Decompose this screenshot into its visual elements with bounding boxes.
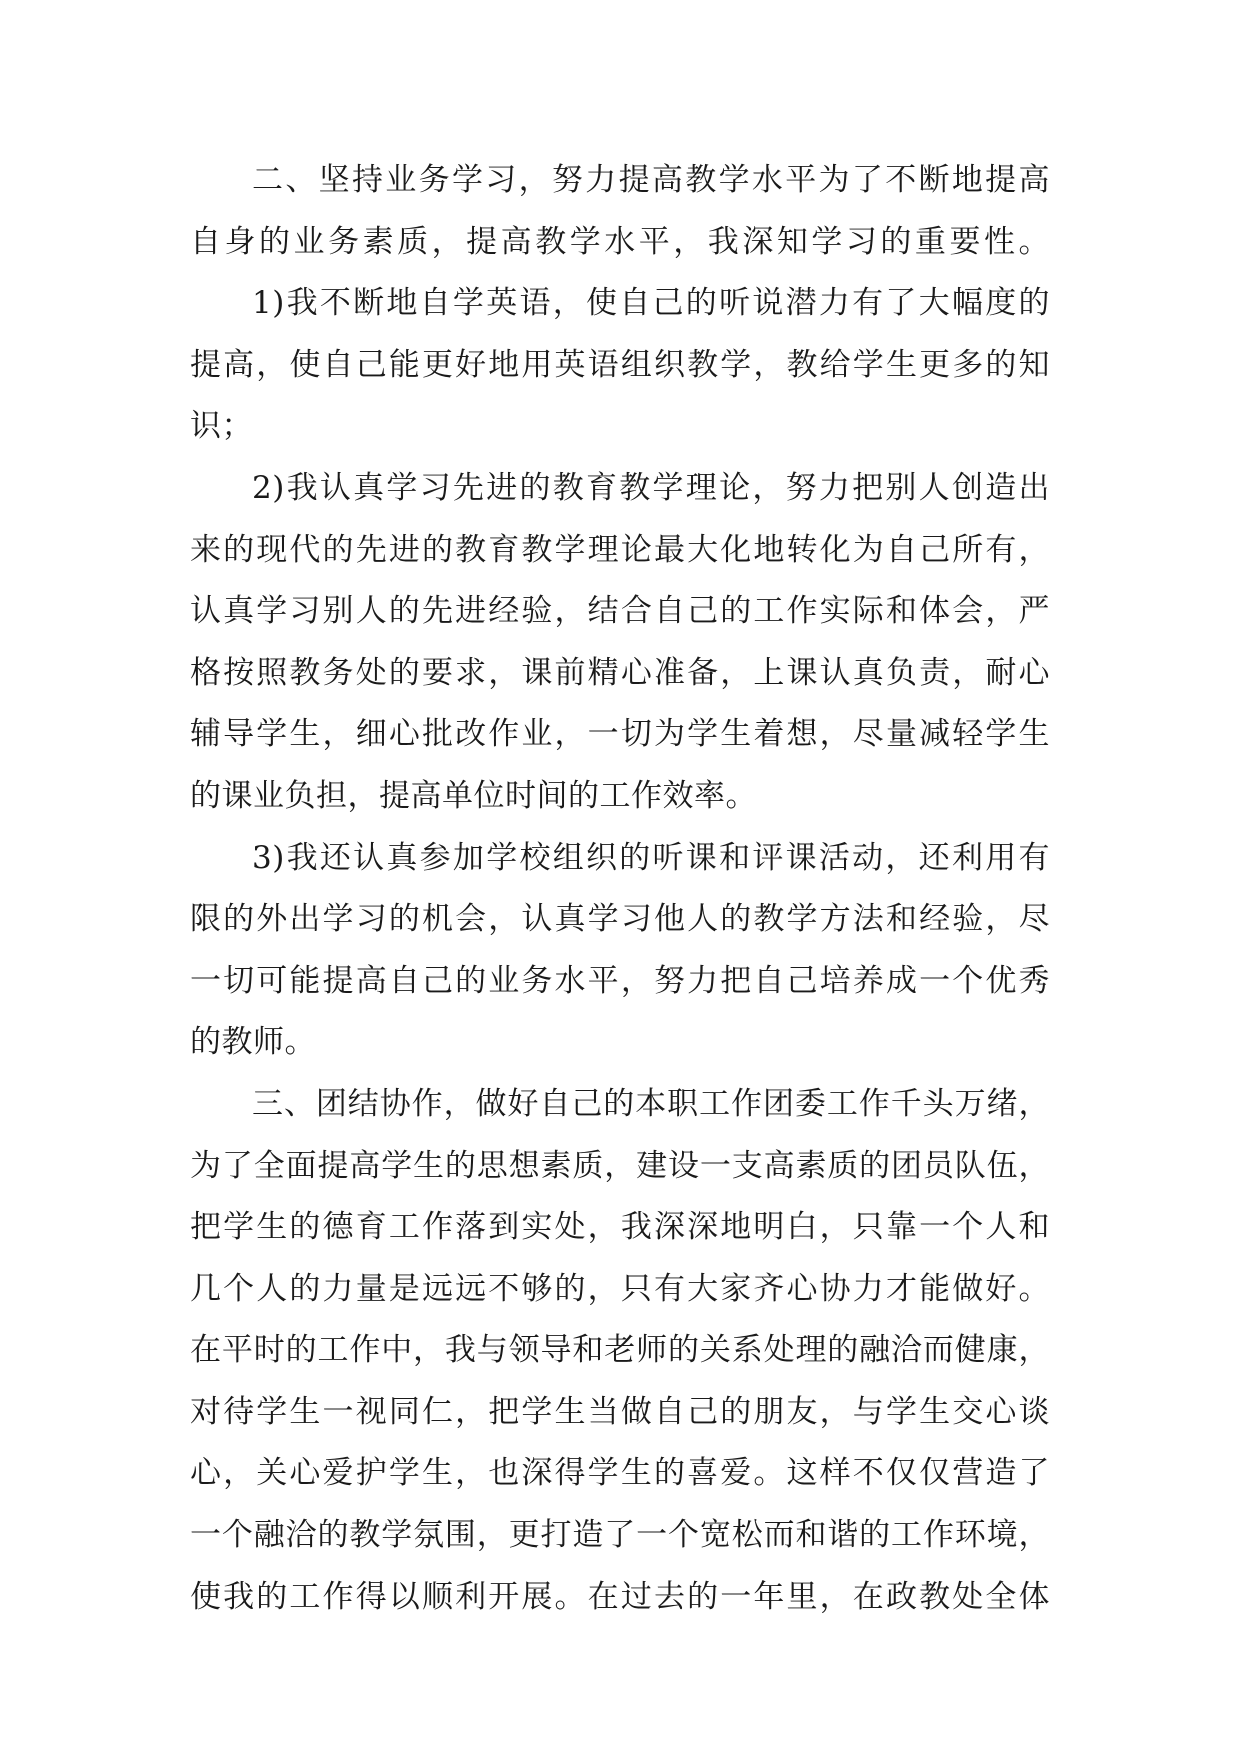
paragraph-line: 格按照教务处的要求，课前精心准备，上课认真负责，耐心: [190, 654, 1050, 691]
paragraph-line: 使我的工作得以顺利开展。在过去的一年里，在政教处全体: [190, 1578, 1050, 1615]
paragraph-line: 把学生的德育工作落到实处，我深深地明白，只靠一个人和: [190, 1209, 1050, 1246]
paragraph-line: 几个人的力量是远远不够的，只有大家齐心协力才能做好。: [190, 1270, 1050, 1307]
paragraph-line: 为了全面提高学生的思想素质，建设一支高素质的团员队伍，: [190, 1147, 1050, 1184]
paragraph-line: 3)我还认真参加学校组织的听课和评课活动，还利用有: [252, 839, 1050, 876]
paragraph-line: 一切可能提高自己的业务水平，努力把自己培养成一个优秀: [190, 962, 1050, 999]
paragraph-line: 来的现代的先进的教育教学理论最大化地转化为自己所有，: [190, 531, 1050, 568]
paragraph-line: 三、团结协作，做好自己的本职工作团委工作千头万绪，: [252, 1085, 1050, 1122]
paragraph-line: 认真学习别人的先进经验，结合自己的工作实际和体会，严: [190, 593, 1050, 630]
paragraph-line: 对待学生一视同仁，把学生当做自己的朋友，与学生交心谈: [190, 1393, 1050, 1430]
paragraph-line: 辅导学生，细心批改作业，一切为学生着想，尽量减轻学生: [190, 716, 1050, 753]
paragraph-line: 心，关心爱护学生，也深得学生的喜爱。这样不仅仅营造了: [190, 1455, 1050, 1492]
document-body: [190, 150, 1050, 1628]
paragraph-line: 的课业负担，提高单位时间的工作效率。: [190, 777, 757, 814]
paragraph-line: 在平时的工作中，我与领导和老师的关系处理的融洽而健康，: [190, 1332, 1050, 1369]
paragraph-line: 自身的业务素质，提高教学水平，我深知学习的重要性。: [190, 223, 1050, 260]
paragraph-line: 提高，使自己能更好地用英语组织教学，教给学生更多的知: [190, 346, 1050, 383]
paragraph-line: 识；: [190, 408, 253, 445]
paragraph-line: 限的外出学习的机会，认真学习他人的教学方法和经验，尽: [190, 901, 1050, 938]
paragraph-line: 的教师。: [190, 1024, 316, 1061]
paragraph-line: 2)我认真学习先进的教育教学理论，努力把别人创造出: [252, 469, 1050, 506]
paragraph-line: 二、坚持业务学习，努力提高教学水平为了不断地提高: [252, 162, 1050, 198]
paragraph-line: 1)我不断地自学英语，使自己的听说潜力有了大幅度的: [252, 285, 1050, 322]
paragraph-line: 一个融洽的教学氛围，更打造了一个宽松而和谐的工作环境，: [190, 1517, 1050, 1554]
